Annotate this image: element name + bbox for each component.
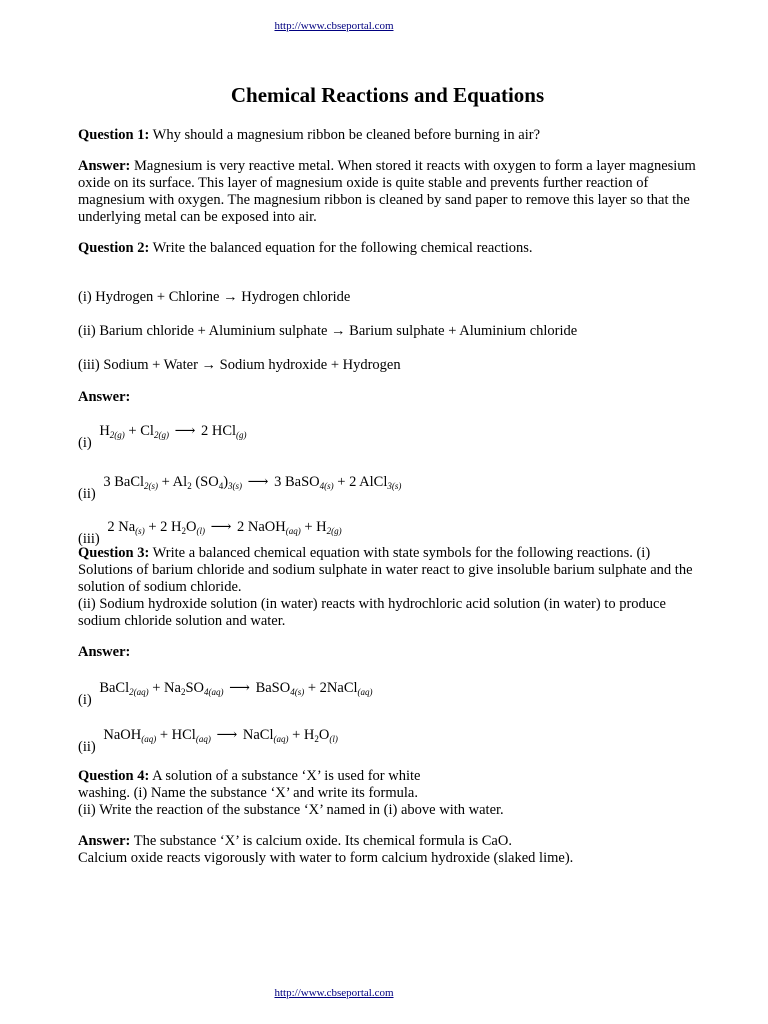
answer-2-label-text: Answer: — [78, 389, 131, 405]
question-4-line-3: (ii) Write the reaction of the substance ‘X’ named in (i) above with water. — [78, 802, 504, 818]
equation-label: (iii) — [78, 531, 100, 547]
answer-3-label-text: Answer: — [78, 644, 131, 660]
answer-3-equation-1 — [78, 680, 373, 709]
answer-4-line-2: Calcium oxide reacts vigorously with water to form calcium hydroxide (slaked lime). — [78, 850, 574, 866]
equation-label: (ii) — [78, 739, 96, 755]
answer-4 — [78, 833, 698, 867]
question-2-item-2: (ii) Barium chloride + Aluminium sulphate → Barium sulphate + Aluminium chloride — [78, 323, 578, 339]
page-title: Chemical Reactions and Equations — [230, 83, 545, 107]
answer-2-equation-2 — [78, 474, 402, 503]
question-4 — [78, 768, 698, 819]
equation-formula: 2 $Na_{(s)} + 2$ $H_2O_{(l)}$ ⟶ 2 NaOH$_{(aq)}$ + $H_{2(g)}$ — [107, 519, 342, 536]
equation-formula: NaOH$_{(aq)}$ + HCl$_{(aq)}$ ⟶ NaCl$_{(aq)}$ + $H_2O_{(l)}$ — [103, 727, 338, 744]
question-2-item-3: (iii) Sodium + Water → Sodium hydroxide + Hydrogen — [78, 357, 401, 373]
equation-formula: $H_{2(g)} + Cl_{2(g)}$ ⟶ 2 HCl$_{(g)}$ — [99, 423, 247, 440]
equation-formula: BaCl$_{2(aq)}$ + $Na_2SO_{4(aq)}$ ⟶ BaSO$_{4(s)}$ + 2NaCl$_{(aq)}$ — [99, 680, 373, 697]
question-3-text-2: (ii) Sodium hydroxide solution (in water) reacts with hydrochloric acid solution (in water) to produce sodium chloride solution and water. — [78, 596, 666, 629]
question-2-item-1: (i) Hydrogen + Chlorine → Hydrogen chloride — [78, 289, 351, 305]
question-3-label: Question 3: — [78, 545, 150, 561]
equation-label: (i) — [78, 435, 92, 451]
question-4-label: Question 4: — [78, 768, 150, 784]
answer-1 — [78, 158, 698, 226]
question-2-label: Question 2: — [78, 240, 150, 256]
header-link[interactable]: http://www.cbseportal.com — [274, 20, 394, 32]
answer-1-label: Answer: — [78, 158, 131, 174]
question-2 — [78, 240, 698, 257]
answer-3-equation-2 — [78, 727, 338, 756]
answer-1-text: Magnesium is very reactive metal. When stored it reacts with oxygen to form a layer magnesium oxide on its surface. This layer of magnesium oxide is quite stable and prevents further reaction of magnesium with oxygen. The magnesium ribbon is cleaned by sand paper to remove this layer so that the underlying metal can be exposed into air. — [78, 158, 696, 225]
answer-2-label — [78, 389, 698, 406]
equation-label: (ii) — [78, 486, 96, 502]
equation-label: (i) — [78, 692, 92, 708]
question-4-line-2: washing. (i) Name the substance ‘X’ and write its formula. — [78, 785, 418, 801]
answer-4-label: Answer: — [78, 833, 131, 849]
answer-3-label — [78, 644, 698, 661]
question-4-line-1: A solution of a substance ‘X’ is used for white — [149, 768, 421, 784]
question-1-label: Question 1: — [78, 127, 150, 143]
answer-4-line-1: The substance ‘X’ is calcium oxide. Its chemical formula is CaO. — [130, 833, 512, 849]
question-1-text: Why should a magnesium ribbon be cleaned before burning in air? — [149, 127, 541, 143]
answer-2-equation-1 — [78, 423, 247, 452]
question-2-text: Write the balanced equation for the following chemical reactions. — [149, 240, 533, 256]
question-3 — [78, 545, 698, 630]
question-1 — [78, 127, 698, 144]
footer-link[interactable]: http://www.cbseportal.com — [274, 987, 394, 999]
question-3-text: Write a balanced chemical equation with state symbols for the following reactions. (i) Solutions of barium chloride and sodium sulphate in water react to give insoluble barium sulphate and the solution of sodium chloride. — [78, 545, 693, 595]
equation-formula: 3 BaCl$_{2(s)}$ + $Al_2$ $(SO_4)_{3(s)}$ ⟶ 3 BaSO$_{4(s)}$ + 2 AlCl$_{3(s)}$ — [103, 474, 402, 491]
